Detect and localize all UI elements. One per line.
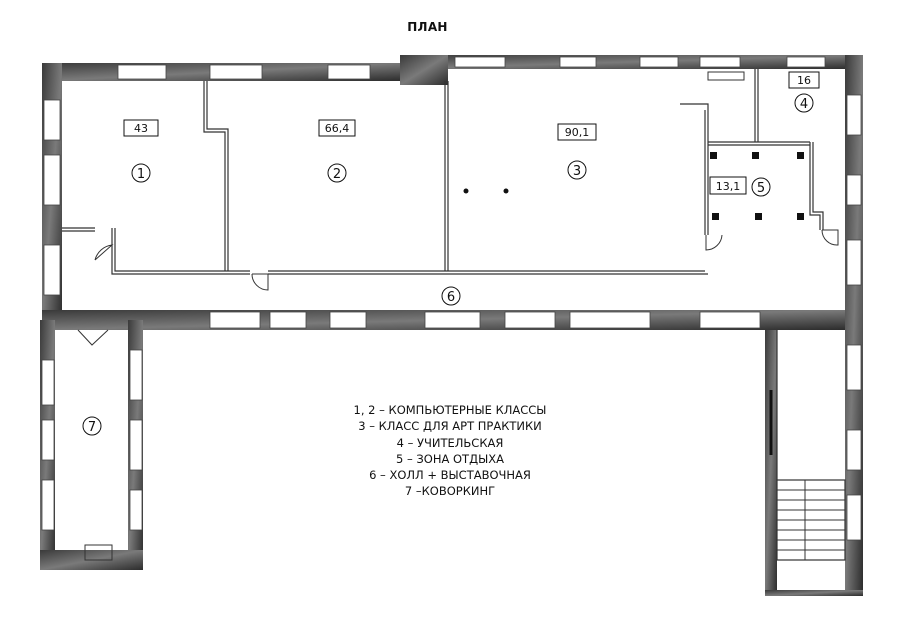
room-5-number: 5 xyxy=(756,181,766,196)
room-4-number: 4 xyxy=(799,97,809,112)
legend-item: 4 – УЧИТЕЛЬСКАЯ xyxy=(396,435,504,450)
legend-item: 3 – КЛАСС ДЛЯ АРТ ПРАКТИКИ xyxy=(358,419,542,434)
room-3-number: 3 xyxy=(572,164,582,179)
room-2-area: 66,4 xyxy=(324,122,350,135)
legend-item: 1, 2 – КОМПЬЮТЕРНЫЕ КЛАССЫ xyxy=(353,403,547,417)
room-1-area: 43 xyxy=(134,122,148,135)
legend-item: 6 – ХОЛЛ + ВЫСТАВОЧНАЯ xyxy=(369,468,531,483)
plan-title: ПЛАН xyxy=(407,20,448,34)
room-7-number: 7 xyxy=(87,420,97,435)
legend-item: 5 – ЗОНА ОТДЫХА xyxy=(396,451,504,466)
legend-item: 7 –КОВОРКИНГ xyxy=(404,484,496,499)
legend xyxy=(300,402,600,500)
door-swings xyxy=(78,230,838,560)
stair-treads xyxy=(777,480,845,560)
room-6-number: 6 xyxy=(446,290,456,305)
sink xyxy=(708,72,744,80)
room-1-number: 1 xyxy=(136,167,146,182)
room-2-number: 2 xyxy=(332,167,342,182)
room-3-area: 90,1 xyxy=(564,126,590,139)
room-4-area: 16 xyxy=(797,74,811,87)
room-5-area: 13,1 xyxy=(715,180,741,193)
